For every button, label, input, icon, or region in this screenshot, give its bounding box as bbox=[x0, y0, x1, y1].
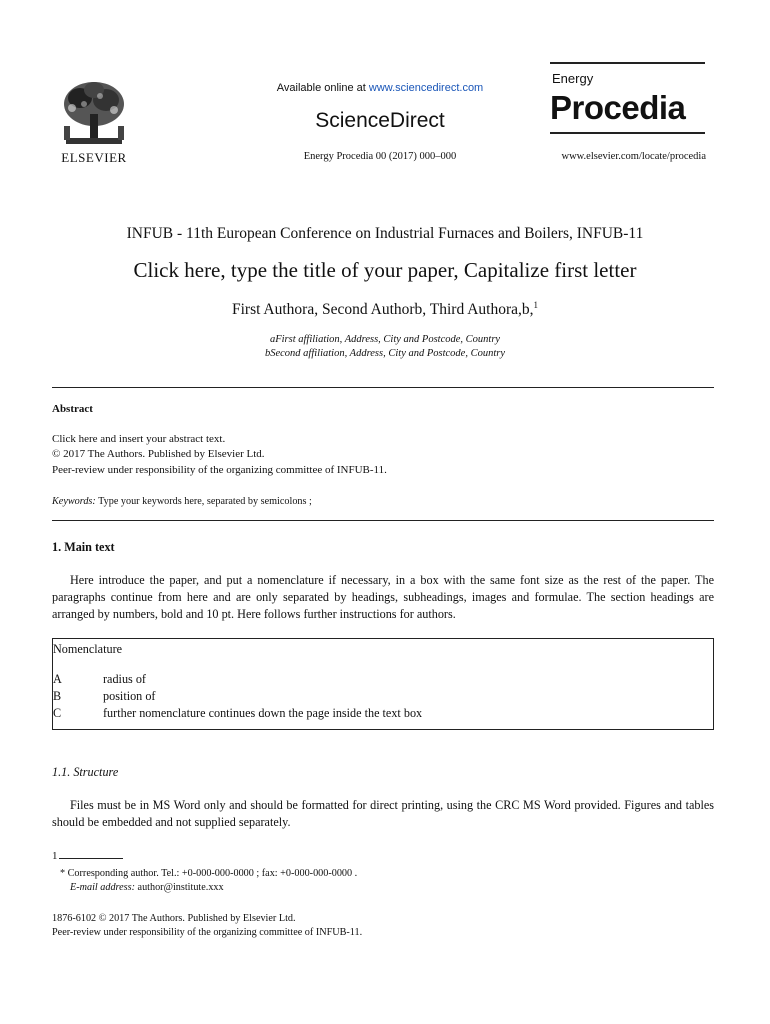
abstract-heading: Abstract bbox=[52, 403, 93, 415]
nomenclature-box bbox=[52, 638, 714, 730]
email-label: E-mail address: bbox=[70, 882, 135, 893]
procedia-top-rule bbox=[550, 62, 705, 64]
abstract-line-1: Click here and insert your abstract text. bbox=[52, 433, 226, 445]
nomenclature-symbol: A bbox=[53, 672, 62, 686]
elsevier-logo bbox=[56, 78, 132, 166]
elsevier-tree-icon bbox=[56, 78, 132, 150]
copyright-line-2: Peer-review under responsibility of the organizing committee of INFUB-11. bbox=[52, 927, 363, 938]
keywords-line bbox=[52, 496, 312, 507]
corresponding-author-note: * Corresponding author. Tel.: +0-000-000-0000 ; fax: +0-000-000-0000 . bbox=[60, 868, 358, 879]
abstract-line-3: Peer-review under responsibility of the organizing committee of INFUB-11. bbox=[52, 464, 387, 476]
nomenclature-heading: Nomenclature bbox=[53, 642, 123, 656]
keywords-label: Keywords: bbox=[52, 496, 96, 507]
divider-top bbox=[52, 387, 714, 388]
elsevier-wordmark: ELSEVIER bbox=[61, 150, 127, 165]
email-value: author@institute.xxx bbox=[135, 882, 224, 893]
sciencedirect-link[interactable]: www.sciencedirect.com bbox=[368, 82, 484, 94]
footnote-separator bbox=[52, 850, 123, 862]
main-text-paragraph: Here introduce the paper, and put a nomenclature if necessary, in a box with the same font size as the rest of the paper. The paragraphs continue from here and are only separated by headings, subheadings, images and formulae. The section headings are arranged by numbers, bold and 10 pt. Here follows further instructions for authors. bbox=[52, 573, 714, 621]
subsection-heading-structure: 1.1. Structure bbox=[52, 765, 119, 779]
journal-citation: Energy Procedia 00 (2017) 000–000 bbox=[303, 151, 457, 162]
procedia-logo bbox=[550, 62, 705, 136]
author-footnote-marker: 1 bbox=[533, 300, 539, 310]
procedia-bottom-rule bbox=[550, 132, 705, 134]
divider-bottom bbox=[52, 520, 714, 521]
keywords-text: Type your keywords here, separated by semicolons ; bbox=[95, 496, 312, 507]
journal-url[interactable]: www.elsevier.com/locate/procedia bbox=[561, 151, 706, 162]
sciencedirect-brand: ScienceDirect bbox=[315, 109, 445, 132]
structure-paragraph: Files must be in MS Word only and should be formatted for direct printing, using the CRC MS Word provided. Figures and tables should be embedded and not supplied separately. bbox=[52, 798, 714, 829]
available-online-line: Available online at www.sciencedirect.com bbox=[276, 82, 484, 94]
section-heading-main-text: 1. Main text bbox=[52, 540, 115, 554]
affiliation-b: bSecond affiliation, Address, City and Postcode, Country bbox=[264, 348, 506, 359]
email-note bbox=[70, 881, 224, 894]
abstract-line-2: © 2017 The Authors. Published by Elsevier Ltd. bbox=[52, 448, 265, 460]
affiliation-a: aFirst affiliation, Address, City and Postcode, Country bbox=[269, 334, 501, 345]
copyright-line-1: 1876-6102 © 2017 The Authors. Published by Elsevier Ltd. bbox=[52, 913, 296, 924]
conference-line: INFUB - 11th European Conference on Industrial Furnaces and Boilers, INFUB-11 bbox=[126, 225, 644, 242]
nomenclature-definition: further nomenclature continues down the page inside the text box bbox=[103, 706, 423, 720]
authors-line: First Authora, Second Authorb, Third Authora,b,$^1$ bbox=[231, 300, 539, 319]
paper-title: Click here, type the title of your paper, Capitalize first letter bbox=[133, 258, 637, 282]
nomenclature-definition: radius of bbox=[103, 672, 146, 686]
procedia-logo-small: Energy bbox=[552, 71, 594, 86]
nomenclature-symbol: B bbox=[53, 689, 62, 703]
footnote-marker: 1 bbox=[52, 850, 58, 862]
nomenclature-symbol: C bbox=[53, 706, 62, 720]
nomenclature-definition: position of bbox=[103, 689, 156, 703]
procedia-logo-big: Procedia bbox=[550, 89, 686, 126]
